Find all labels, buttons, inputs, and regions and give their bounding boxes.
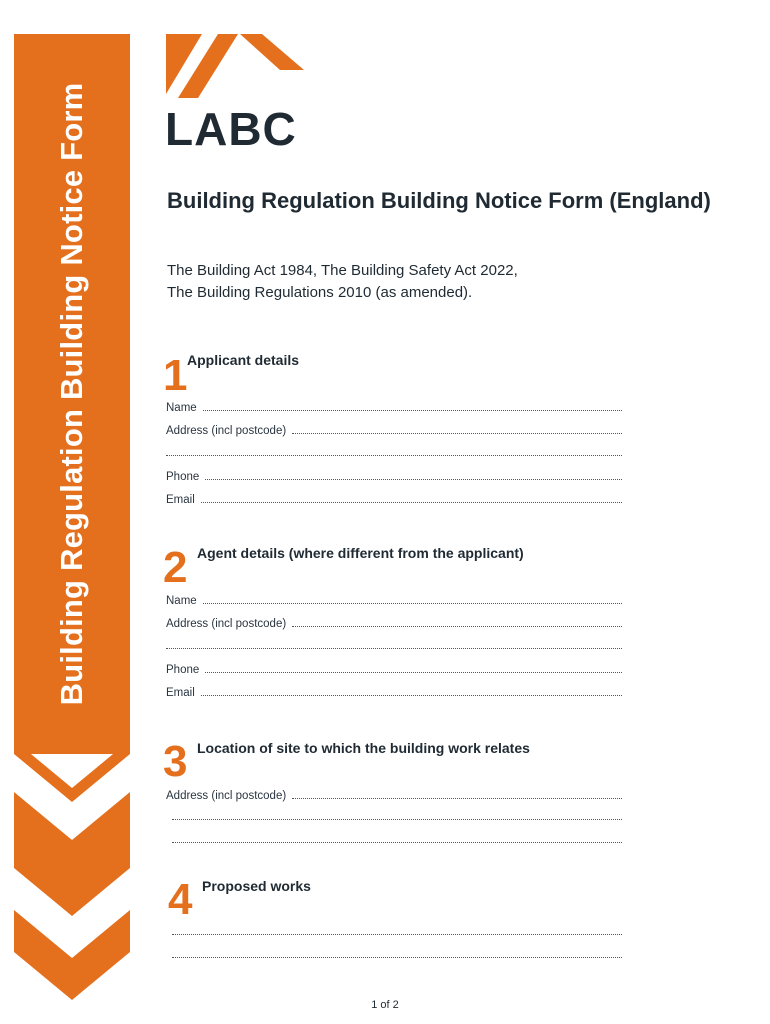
applicant-name-field[interactable] xyxy=(166,398,622,414)
section-2-number: 2 xyxy=(163,543,188,592)
agent-address-line-2[interactable] xyxy=(166,647,622,649)
legislation-text xyxy=(167,260,727,304)
section-4-number: 4 xyxy=(168,875,193,924)
chevron-1 xyxy=(14,740,130,802)
field-label: Phone xyxy=(166,471,200,483)
field-label: Address (incl postcode) xyxy=(166,618,287,630)
dotted-line xyxy=(203,409,622,411)
legislation-line-1: The Building Act 1984, The Building Safety Act 2022, xyxy=(167,262,518,279)
section-3-number: 3 xyxy=(163,737,188,786)
site-address-field[interactable] xyxy=(166,786,622,802)
field-label: Address (incl postcode) xyxy=(166,425,287,437)
applicant-phone-field[interactable] xyxy=(166,467,622,483)
field-label: Email xyxy=(166,494,195,506)
dotted-line xyxy=(201,501,622,503)
applicant-address-line-2[interactable] xyxy=(166,454,622,456)
field-label: Name xyxy=(166,595,197,607)
dotted-line xyxy=(292,797,622,799)
section-4-title: Proposed works xyxy=(202,878,311,894)
proposed-works-line-2[interactable] xyxy=(172,956,622,958)
field-label: Email xyxy=(166,687,195,699)
applicant-address-field[interactable] xyxy=(166,421,622,437)
section-1-number: 1 xyxy=(163,351,188,400)
applicant-email-field[interactable] xyxy=(166,490,622,506)
section-3-title: Location of site to which the building work relates xyxy=(197,740,530,756)
proposed-works-line-1[interactable] xyxy=(172,933,622,935)
logo-text: LABC xyxy=(165,103,297,155)
agent-phone-field[interactable] xyxy=(166,660,622,676)
chevron-2 xyxy=(14,792,130,916)
chevron-decoration xyxy=(14,700,132,1010)
site-address-line-2[interactable] xyxy=(172,818,622,820)
agent-email-field[interactable] xyxy=(166,683,622,699)
legislation-line-2: The Building Regulations 2010 (as amended). xyxy=(167,284,473,301)
dotted-line xyxy=(292,432,622,434)
section-2-title: Agent details (where different from the applicant) xyxy=(197,545,524,561)
dotted-line xyxy=(203,602,622,604)
section-1-title: Applicant details xyxy=(187,352,300,368)
site-address-line-3[interactable] xyxy=(172,841,622,843)
agent-address-field[interactable] xyxy=(166,614,622,630)
sidebar-title: Building Regulation Building Notice Form xyxy=(54,82,89,706)
page-title: Building Regulation Building Notice Form (England) xyxy=(167,188,711,213)
field-label: Name xyxy=(166,402,197,414)
field-label: Address (incl postcode) xyxy=(166,790,287,802)
dotted-line xyxy=(205,671,622,673)
agent-name-field[interactable] xyxy=(166,591,622,607)
dotted-line xyxy=(201,694,622,696)
page-number: 1 of 2 xyxy=(371,999,399,1011)
dotted-line xyxy=(292,625,622,627)
dotted-line xyxy=(205,478,622,480)
field-label: Phone xyxy=(166,664,200,676)
chevron-3 xyxy=(14,910,130,1000)
